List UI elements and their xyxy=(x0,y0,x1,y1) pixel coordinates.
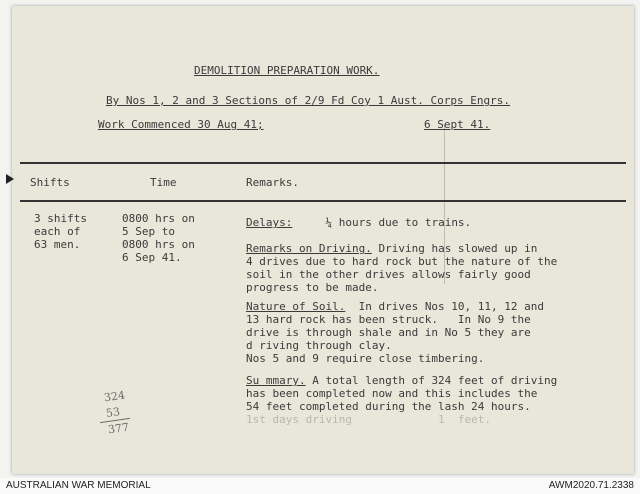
summary-line: has been completed now and this includes the xyxy=(246,387,538,400)
document-title: DEMOLITION PREPARATION WORK. xyxy=(194,64,380,77)
summary-remark xyxy=(246,374,557,426)
report-date: 6 Sept 41. xyxy=(424,118,491,131)
driving-line: Driving has slowed up in xyxy=(371,242,538,255)
footer-bar xyxy=(0,478,640,494)
soil-line: 13 hard rock has been struck. In No 9 the xyxy=(246,313,531,326)
shifts-line: 63 men. xyxy=(34,238,81,251)
driving-line: 4 drives due to hard rock but the nature of the xyxy=(246,255,558,268)
soil-line: drive is through shale and in No 5 they are xyxy=(246,326,531,339)
soil-line: d riving through clay. xyxy=(246,339,392,352)
column-header-time: Time xyxy=(150,176,177,189)
soil-line: In drives Nos 10, 11, 12 and xyxy=(345,300,545,313)
delays-label: Delays: xyxy=(246,216,293,229)
footer-accession-number: AWM2020.71.2338 xyxy=(548,480,634,491)
handwritten-number: 377 xyxy=(107,420,130,437)
handwritten-number: 324 xyxy=(103,388,126,405)
soil-label: Nature of Soil. xyxy=(246,300,346,313)
soil-line: Nos 5 and 9 require close timbering. xyxy=(246,352,485,365)
document-subtitle: By Nos 1, 2 and 3 Sections of 2/9 Fd Coy 1 Aust. Corps Engrs. xyxy=(106,94,510,107)
summary-label: Su mmary. xyxy=(246,374,306,387)
driving-line: soil in the other drives allows fairly good xyxy=(246,268,531,281)
summary-line: 54 feet completed during the lash 24 hours. xyxy=(246,400,531,413)
soil-remark xyxy=(246,300,544,365)
summary-line: A total length of 324 feet of driving xyxy=(305,374,558,387)
document-page xyxy=(12,6,634,474)
driving-remark xyxy=(246,242,557,294)
delays-remark xyxy=(246,216,471,229)
time-line: 0800 hrs on xyxy=(122,212,195,225)
driving-line: progress to be made. xyxy=(246,281,379,294)
driving-label: Remarks on Driving. xyxy=(246,242,372,255)
shifts-line: each of xyxy=(34,225,81,238)
table-top-rule xyxy=(20,162,626,164)
time-line: 0800 hrs on xyxy=(122,238,195,251)
footer-source: AUSTRALIAN WAR MEMORIAL xyxy=(6,480,151,491)
time-line: 5 Sep to xyxy=(122,225,175,238)
column-header-shifts: Shifts xyxy=(30,176,70,189)
shifts-cell xyxy=(34,212,87,251)
shifts-line: 3 shifts xyxy=(34,212,87,225)
time-cell xyxy=(122,212,195,264)
column-header-remarks: Remarks. xyxy=(246,176,299,189)
table-header-rule xyxy=(20,200,626,202)
time-line: 6 Sep 41. xyxy=(122,251,182,264)
work-commenced: Work Commenced 30 Aug 41; xyxy=(98,118,264,131)
summary-faint-line: 1st days driving 1 feet. xyxy=(246,413,492,426)
punch-mark xyxy=(6,174,14,184)
handwritten-number: 53 xyxy=(105,405,121,420)
delays-text: ¼ hours due to trains. xyxy=(325,216,472,229)
